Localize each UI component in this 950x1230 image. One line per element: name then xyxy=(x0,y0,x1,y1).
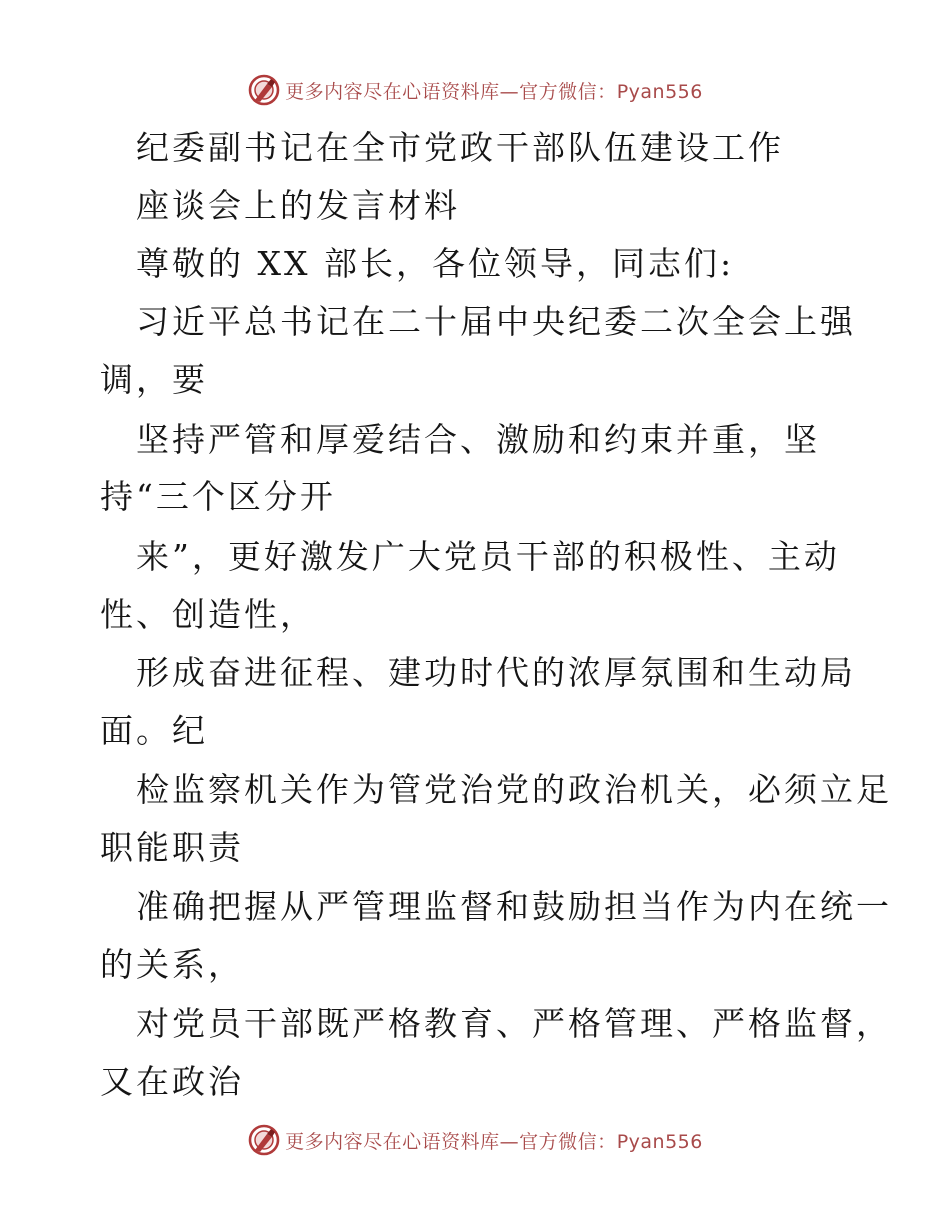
pen-nib-logo-icon xyxy=(247,1123,281,1157)
watermark-text: 更多内容尽在心语资料库—官方微信：Pyan556 xyxy=(285,80,703,103)
paragraph-line: 性、创造性， xyxy=(100,595,316,634)
salutation: 尊敬的 XX 部长，各位领导，同志们: xyxy=(136,244,735,283)
footer-watermark xyxy=(0,1118,950,1162)
paragraph-line: 准确把握从严管理监督和鼓励担当作为内在统一 xyxy=(136,887,892,926)
paragraph-line: 习近平总书记在二十届中央纪委二次全会上强 xyxy=(136,302,856,341)
paragraph-line: 检监察机关作为管党治党的政治机关，必须立足 xyxy=(136,770,892,809)
paragraph-line: 职能职责 xyxy=(100,828,244,867)
paragraph-line: 对党员干部既严格教育、严格管理、严格监督， xyxy=(136,1004,892,1043)
paragraph-line: 形成奋进征程、建功时代的浓厚氛围和生动局 xyxy=(136,653,856,692)
watermark-text: 更多内容尽在心语资料库—官方微信：Pyan556 xyxy=(285,1130,703,1153)
paragraph-line: 的关系， xyxy=(100,945,244,984)
paragraph-line: 又在政治 xyxy=(100,1062,244,1101)
paragraph-line: 持“三个区分开 xyxy=(100,477,336,516)
paragraph-line: 来”，更好激发广大党员干部的积极性、主动 xyxy=(136,537,840,576)
paragraph-line: 面。纪 xyxy=(100,711,208,750)
paragraph-line: 调，要 xyxy=(100,360,208,399)
title-line-1: 纪委副书记在全市党政干部队伍建设工作 xyxy=(136,128,784,167)
title-line-2: 座谈会上的发言材料 xyxy=(136,186,460,225)
paragraph-line: 坚持严管和厚爱结合、激励和约束并重，坚 xyxy=(136,420,820,459)
